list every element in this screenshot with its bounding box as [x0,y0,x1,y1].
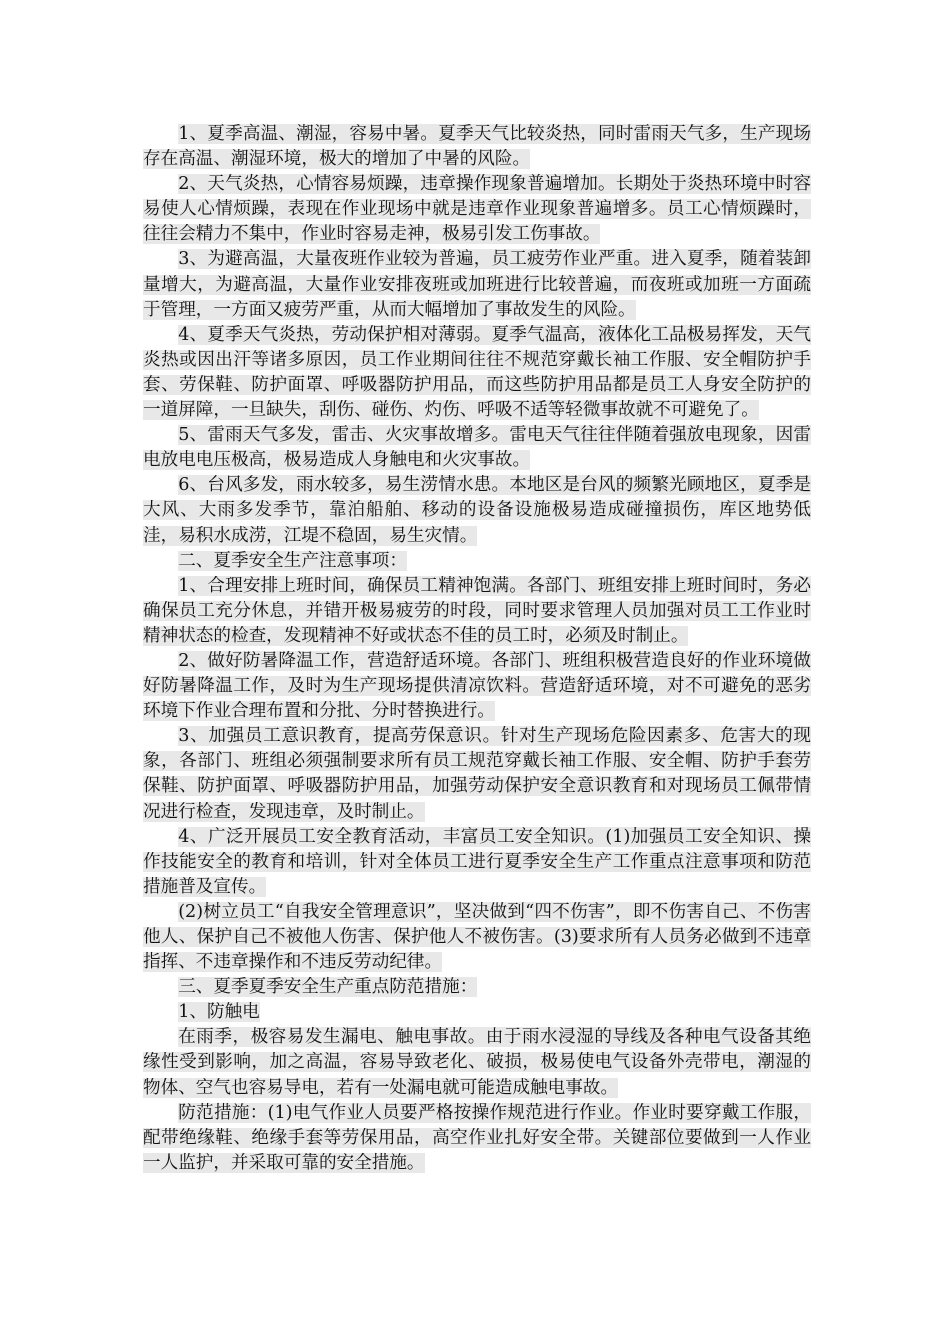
paragraph-12 [143,1025,811,1100]
paragraph-13 [143,1101,811,1176]
paragraph-1 [143,122,811,172]
paragraph-4 [143,323,811,423]
paragraph-3-text: 3、为避高温，大量夜班作业较为普遍，员工疲劳作业严重。进入夏季，随着装卸量增大，为避高温，大量作业安排夜班或加班进行比较普遍，而夜班或加班一方面疏于管理，一方面又疲劳严重，从而大幅增加了事故发生的风险。 [143,249,811,320]
subheading-1-text: 1、防触电 [178,1002,260,1023]
paragraph-7-text: 1、合理安排上班时间，确保员工精神饱满。各部门、班组安排上班时间时，务必确保员工充分休息，并错开极易疲劳的时段，同时要求管理人员加强对员工工作业时精神状态的检查，发现精神不好或状态不佳的员工时，必须及时制止。 [143,575,811,646]
section-heading-2-text: 二、夏季安全生产注意事项： [178,550,407,571]
paragraph-3 [143,247,811,322]
paragraph-4-text: 4、夏季天气炎热，劳动保护相对薄弱。夏季气温高，液体化工品极易挥发，天气炎热或因出汗等诸多原因，员工作业期间往往不规范穿戴长袖工作服、安全帽防护手套、劳保鞋、防护面罩、呼吸器防护用品，而这些防护用品都是员工人身安全防护的一道屏障，一旦缺失，刮伤、碰伤、灼伤、呼吸不适等轻微事故就不可避免了。 [143,324,811,421]
paragraph-2-text: 2、天气炎热，心情容易烦躁，违章操作现象普遍增加。长期处于炎热环境中时容易使人心情烦躁，表现在作业现场中就是违章作业现象普遍增多。员工心情烦躁时，往往会精力不集中，作业时容易走神，极易引发工伤事故。 [143,174,811,245]
paragraph-10-text: 4、广泛开展员工安全教育活动，丰富员工安全知识。(1)加强员工安全知识、操作技能安全的教育和培训，针对全体员工进行夏季安全生产工作重点注意事项和防范措施普及宣传。 [143,826,811,897]
paragraph-5 [143,423,811,473]
paragraph-11-text: (2)树立员工“自我安全管理意识”，坚决做到“四不伤害”，即不伤害自己、不伤害他人、保护自己不被他人伤害、保护他人不被伤害。(3)要求所有人员务必做到不违章指挥、不违章操作和不违反劳动纪律。 [143,901,811,973]
paragraph-5-text: 5、雷雨天气多发，雷击、火灾事故增多。雷电天气往往伴随着强放电现象，因雷电放电电压极高，极易造成人身触电和火灾事故。 [143,425,811,471]
paragraph-10 [143,825,811,900]
document-body [143,122,811,1176]
subheading-1 [143,1000,811,1025]
paragraph-11 [143,900,811,975]
paragraph-9 [143,724,811,824]
section-heading-2 [143,549,811,574]
paragraph-8 [143,649,811,724]
paragraph-1-text: 1、夏季高温、潮湿，容易中暑。夏季天气比较炎热，同时雷雨天气多，生产现场存在高温、潮湿环境，极大的增加了中暑的风险。 [143,124,811,170]
paragraph-2 [143,172,811,247]
paragraph-7 [143,574,811,649]
paragraph-6 [143,473,811,548]
paragraph-12-text: 在雨季，极容易发生漏电、触电事故。由于雨水浸湿的导线及各种电气设备其绝缘性受到影响，加之高温，容易导致老化、破损，极易使电气设备外壳带电，潮湿的物体、空气也容易导电，若有一处漏电就可能造成触电事故。 [143,1027,811,1098]
paragraph-9-text: 3、加强员工意识教育，提高劳保意识。针对生产现场危险因素多、危害大的现象，各部门、班组必须强制要求所有员工规范穿戴长袖工作服、安全帽、防护手套劳保鞋、防护面罩、呼吸器防护用品，加强劳动保护安全意识教育和对现场员工佩带情况进行检查，发现违章，及时制止。 [143,726,811,822]
paragraph-13-text: 防范措施：(1)电气作业人员要严格按操作规范进行作业。作业时要穿戴工作服，配带绝缘鞋、绝缘手套等劳保用品，高空作业扎好安全带。关键部位要做到一人作业一人监护，并采取可靠的安全措施。 [143,1102,811,1173]
paragraph-8-text: 2、做好防暑降温工作，营造舒适环境。各部门、班组积极营造良好的作业环境做好防暑降温工作，及时为生产现场提供清凉饮料。营造舒适环境，对不可避免的恶劣环境下作业合理布置和分批、分时替换进行。 [143,650,811,722]
section-heading-3 [143,975,811,1000]
paragraph-6-text: 6、台风多发，雨水较多，易生涝情水患。本地区是台风的频繁光顾地区，夏季是大风、大雨多发季节，靠泊船舶、移动的设备设施极易造成碰撞损伤，库区地势低洼，易积水成涝，江堤不稳固，易生灾情。 [143,475,811,546]
section-heading-3-text: 三、夏季夏季安全生产重点防范措施： [178,977,478,998]
